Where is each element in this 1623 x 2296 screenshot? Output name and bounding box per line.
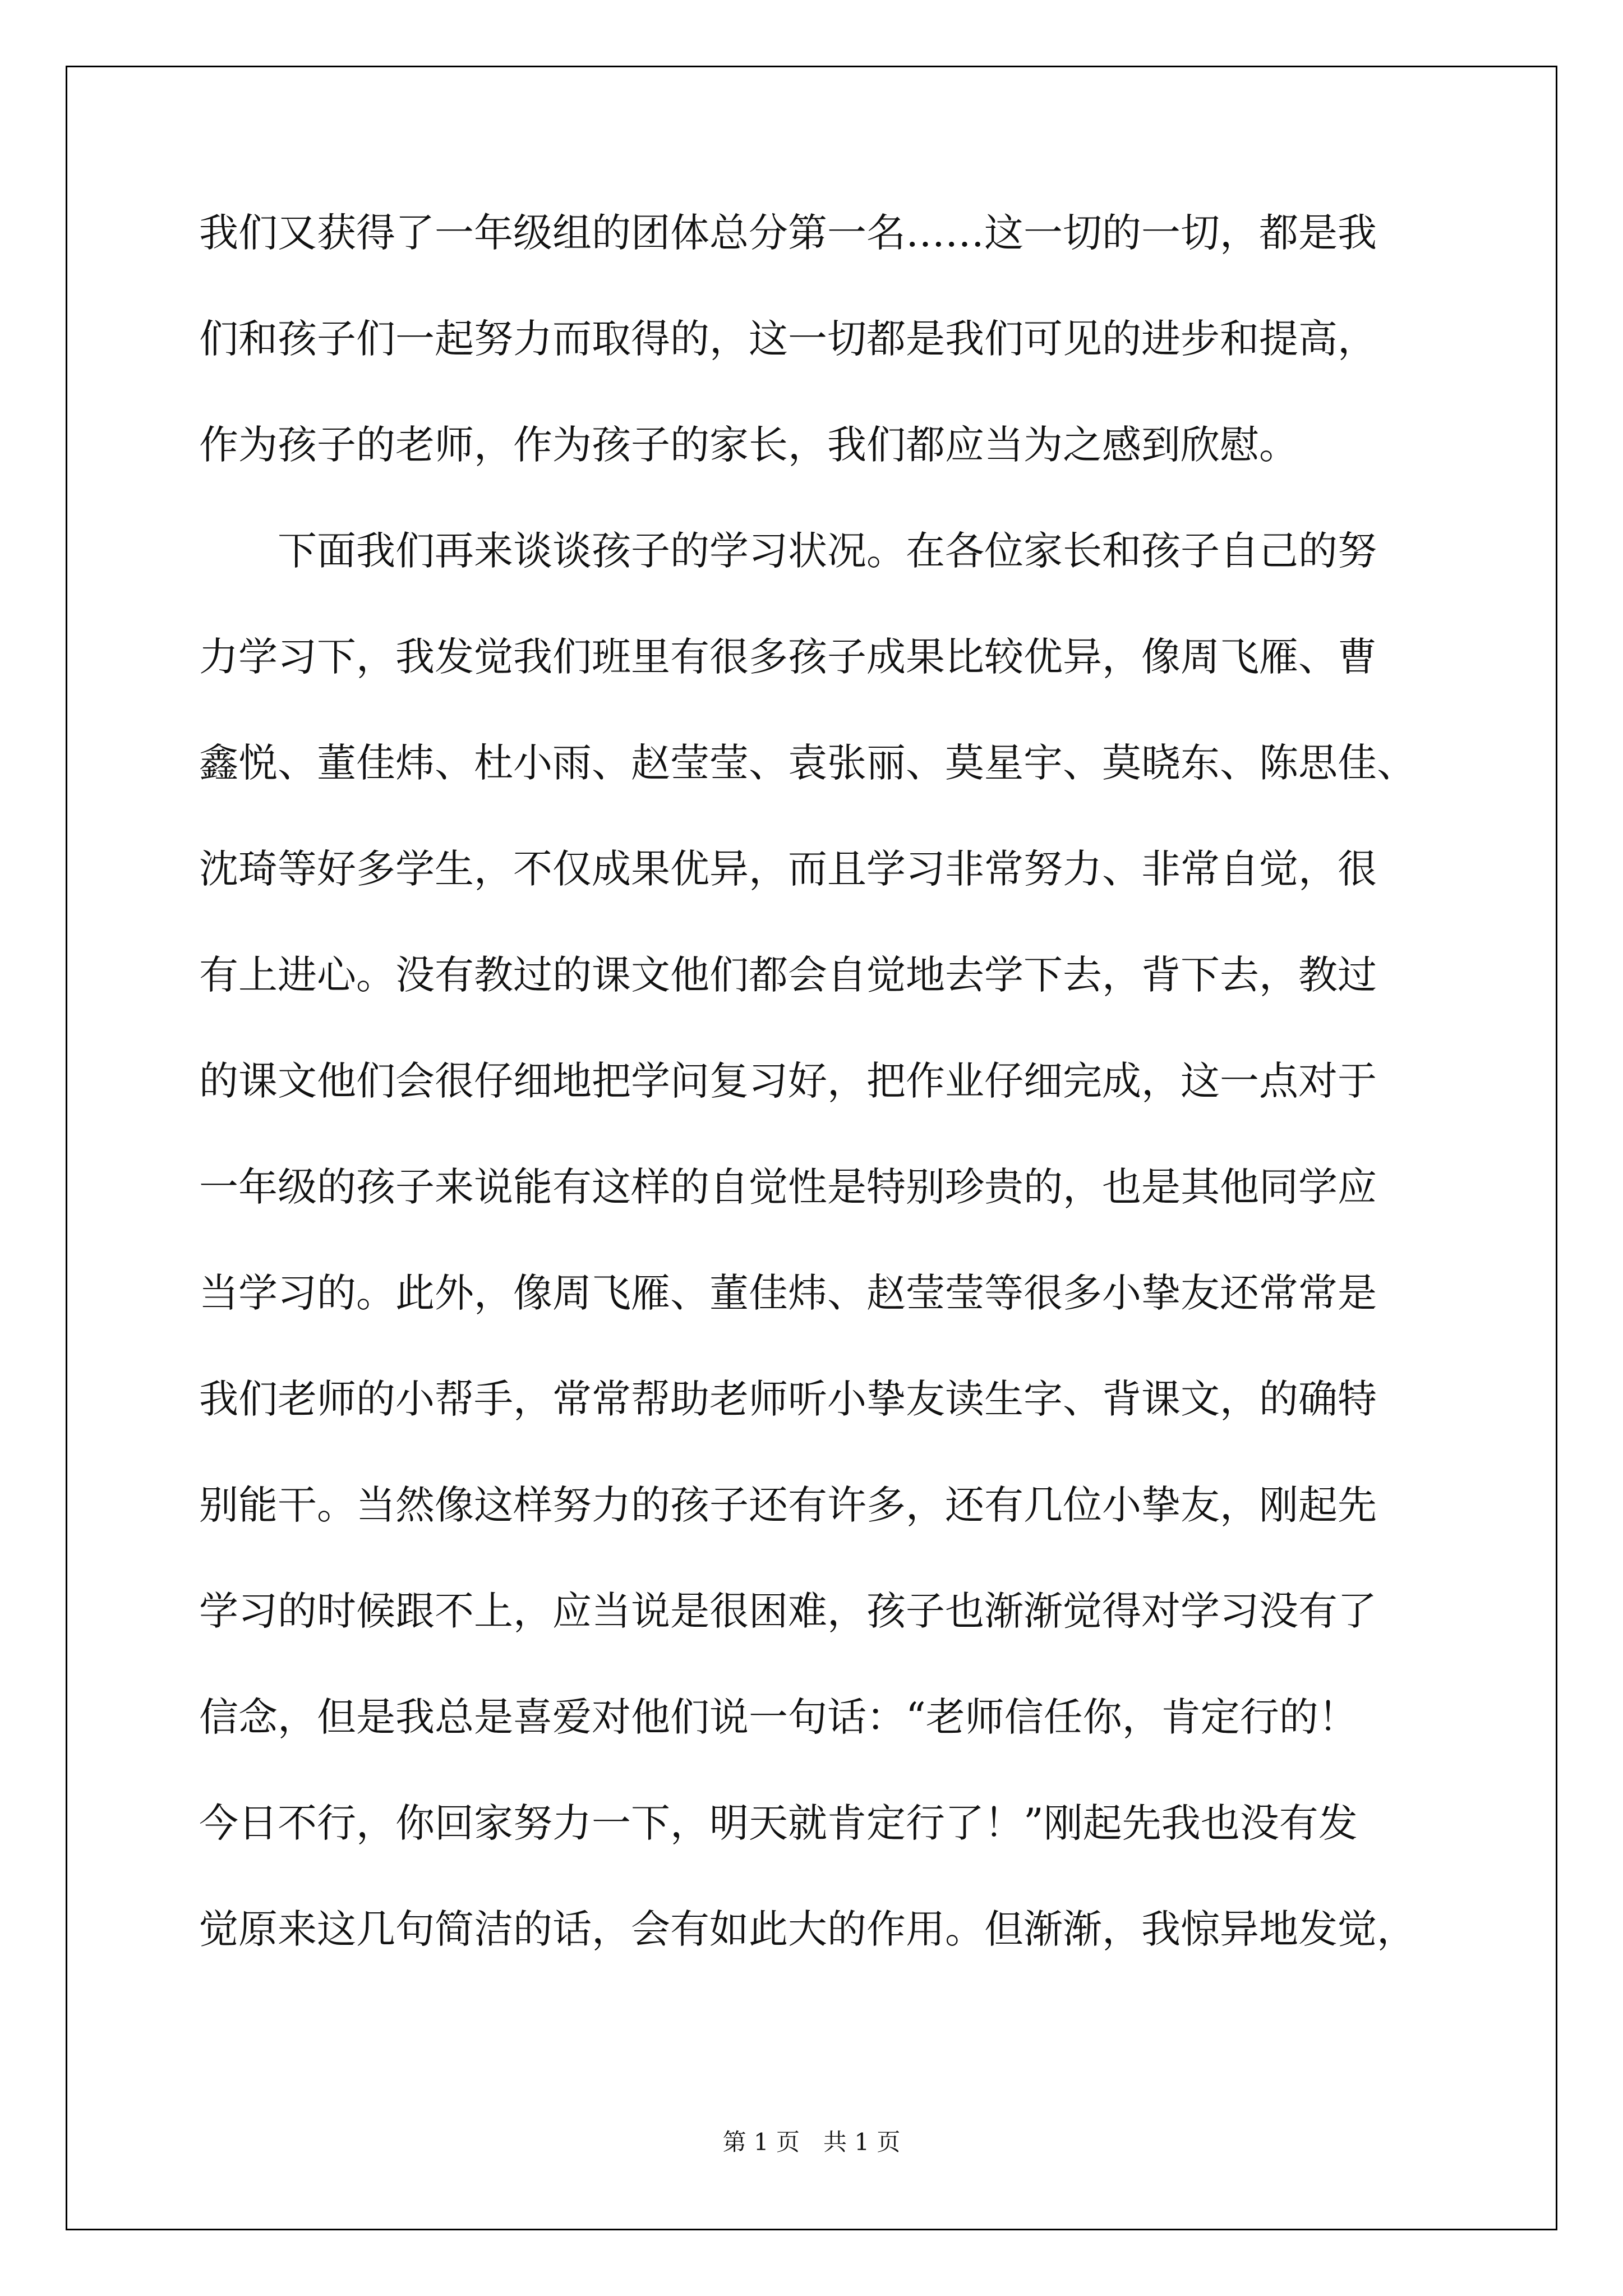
text-line: 我们又获得了一年级组的团体总分第一名……这一切的一切，都是我	[199, 210, 1377, 256]
text-line: 觉原来这几句简洁的话，会有如此大的作用。但渐渐，我惊异地发觉，	[199, 1906, 1416, 1952]
text-line: 下面我们再来谈谈孩子的学习状况。在各位家长和孩子自己的努	[199, 528, 1377, 574]
text-line: 有上进心。没有教过的课文他们都会自觉地去学下去，背下去，教过	[199, 952, 1377, 998]
text-line: 信念，但是我总是喜爱对他们说一句话：“老师信任你，肯定行的！	[199, 1694, 1358, 1740]
text-line: 作为孩子的老师，作为孩子的家长，我们都应当为之感到欣慰。	[199, 422, 1298, 468]
text-line: 当学习的。此外，像周飞雁、董佳炜、赵莹莹等很多小挚友还常常是	[199, 1270, 1377, 1316]
document-body	[199, 210, 1433, 2016]
text-line: 一年级的孩子来说能有这样的自觉性是特别珍贵的，也是其他同学应	[199, 1164, 1377, 1210]
text-line: 鑫悦、董佳炜、杜小雨、赵莹莹、袁张丽、莫星宇、莫晓东、陈思佳、	[199, 740, 1416, 786]
text-line: 们和孩子们一起努力而取得的，这一切都是我们可见的进步和提高，	[199, 316, 1377, 362]
text-line: 的课文他们会很仔细地把学问复习好，把作业仔细完成，这一点对于	[199, 1058, 1377, 1104]
text-line: 我们老师的小帮手，常常帮助老师听小挚友读生字、背课文，的确特	[199, 1376, 1377, 1422]
text-line: 力学习下，我发觉我们班里有很多孩子成果比较优异，像周飞雁、曹	[199, 634, 1377, 680]
text-line: 别能干。当然像这样努力的孩子还有许多，还有几位小挚友，刚起先	[199, 1482, 1377, 1528]
text-line: 今日不行，你回家努力一下，明天就肯定行了！”刚起先我也没有发	[199, 1800, 1358, 1846]
text-line: 沈琦等好多学生，不仅成果优异，而且学习非常努力、非常自觉，很	[199, 846, 1377, 892]
page-number-footer: 第 1 页 共 1 页	[722, 2128, 901, 2156]
text-line: 学习的时候跟不上，应当说是很困难，孩子也渐渐觉得对学习没有了	[199, 1588, 1377, 1634]
